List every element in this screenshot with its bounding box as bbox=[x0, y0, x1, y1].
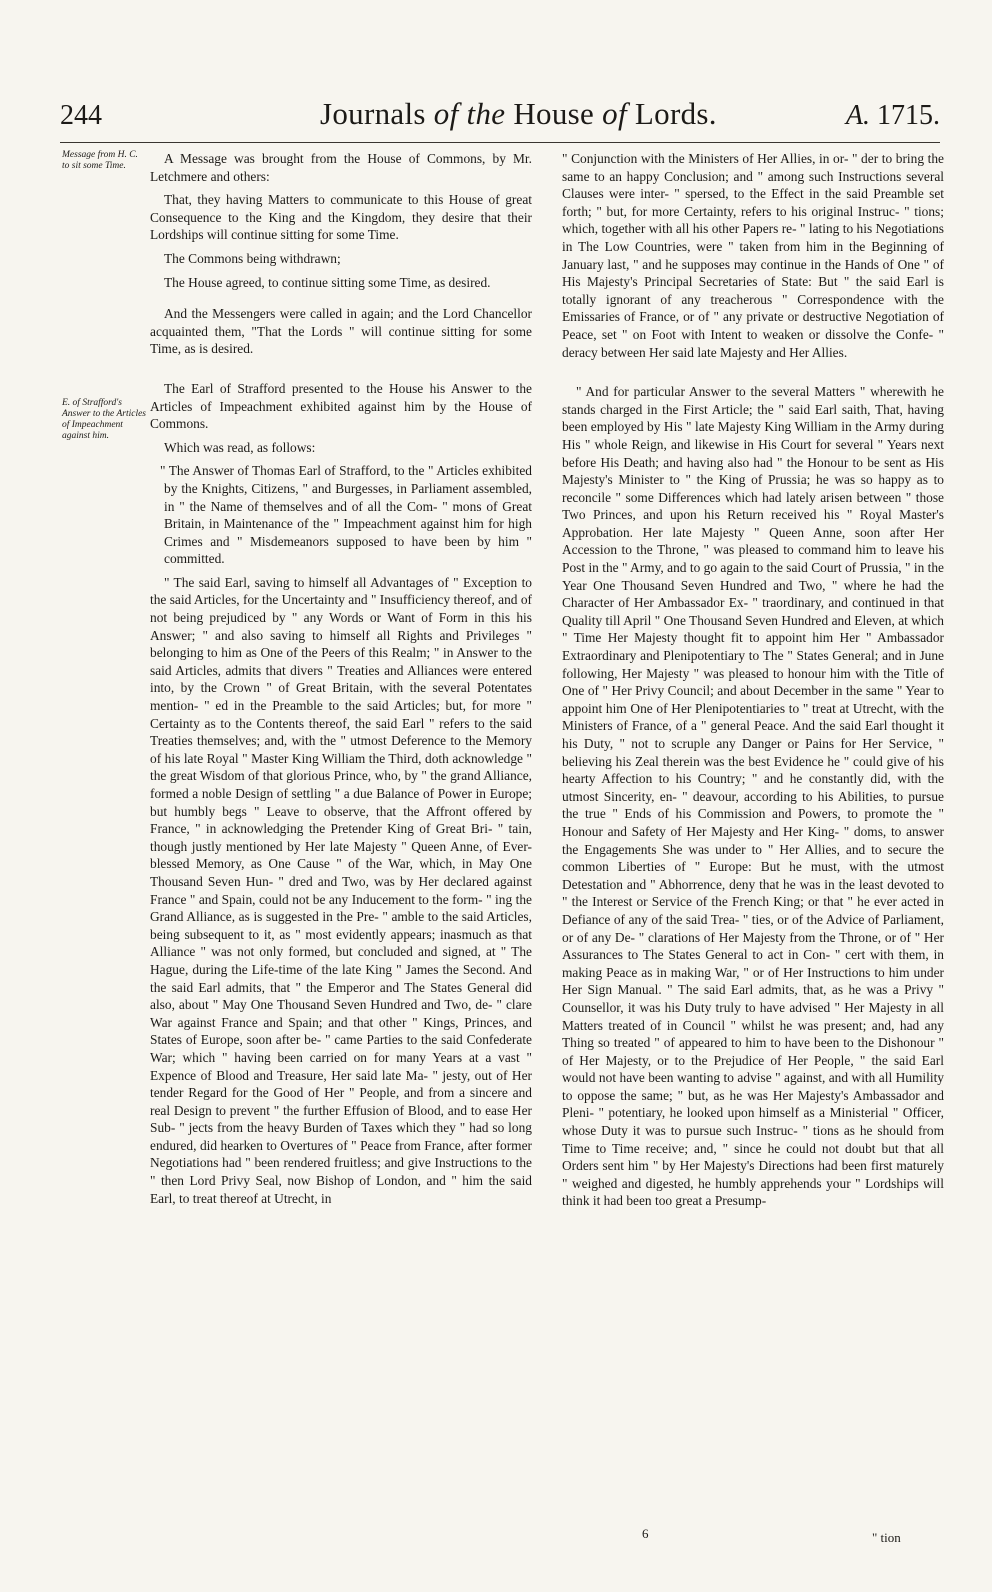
paragraph-continued: " Conjunction with the Ministers of Her Allies, in or- " der to bring the same to an happy Conclusion; and " among such Instructions several Clauses were inter- " spersed, to the Effect in the said Preamble set forth; " but, for more Certainty, refers to his original Instruc- " tions; which, together with all his other Papers re- " lating to his Negotiations in The Low Countries, were " taken from him in the Beginning of January last, " and he supposes may continue in the Hands of One " of His Majesty's Principal Secretaries of State: But " the said Earl is totally ignorant of any treacherous " Correspondence with the Emissaries of France, or of " any private or destructive Negotiation of Peace, set " on Foot with Intent to weaken or dissolve the Confe- " deracy between Her said late Majesty and Her Allies. bbox=[562, 151, 944, 360]
left-column bbox=[150, 150, 532, 1213]
header-rule bbox=[60, 142, 940, 143]
title-the: the bbox=[458, 96, 514, 131]
paragraph-answer-body: " The said Earl, saving to himself all Advantages of " Exception to the said Articles, for the Uncertainty and " Insufficiency thereof, and of not being prejudiced by " any Words or Want of Form in this his Answer; " and also saving to himself all Rights and Privileges " belonging to him as One of the Peers of this Realm; " in Answer to the said Articles, admits that divers " Treaties and Alliances were entered into, by the Crown " of Great Britain, with the several Potentates mention- " ed in the Preamble to the said Articles; but, for more " Certainty as to the Contents thereof, the said Earl " refers to the said Treaties themselves; and, with the " utmost Deference to the Memory of his late Royal " Master King William the Third, doth acknowledge " the great Wisdom of that glorious Prince, who, by " the grand Alliance, formed a noble Design of settling " a due Balance of Power in Europe; but humbly begs " Leave to observe, that the Affront offered by France, " in acknowledging the Pretender King of Great Bri- " tain, though justly mentioned by Her late Majesty " Queen Anne, of Ever-blessed Memory, as One Cause " of the War, which, in May One Thousand Seven Hun- " dred and Two, was by Her declared against France " and Spain, could not be any Inducement to the form- " ing the Grand Alliance, as is suggested in the Pre- " amble to the said Articles, being subsequent to it, as " most evidently appears; inasmuch as that Alliance " was not only formed, but concluded and signed, at " The Hague, during the Life-time of the late King " James the Second. And the said Earl admits, that " the Emperor and The States General did also, about " May One Thousand Seven Hundred and Two, de- " clare War against France and Spain; and that other " Kings, Princes, and States of Europe, soon after be- " came Parties to the said Confederate War; which " having been carried on for many Years at a vast " Expence of Blood and Treasure, Her said late Ma- " jesty, out of Her tender Regard for the Good of Her " People, and from a sincere and real Design to prevent " the further Effusion of Blood, and to ease Her Sub- " jects from the heavy Burden of Taxes which they " had so long endured, did hearken to Overtures of " Peace from France, after former Negotiations had " been rendered fruitless; and give Instructions to the " then Lord Privy Seal, now Bishop of London, and " him the said Earl, to treat thereof at Utrecht, in bbox=[150, 574, 532, 1206]
paragraph-request: That, they having Matters to communicate to this House of great Consequence to the King and the Kingdom, they desire that their Lordships will continue sitting for some Time. bbox=[150, 192, 532, 243]
page-number: 244 bbox=[60, 100, 102, 131]
title-of-2: of bbox=[602, 96, 627, 131]
right-column bbox=[562, 150, 944, 1216]
year-number: 1715. bbox=[877, 100, 940, 131]
page-header bbox=[60, 96, 940, 140]
margin-note-strafford: E. of Strafford's Answer to the Articles of Impeachment against him. bbox=[62, 398, 146, 441]
paragraph-agreed: The House agreed, to continue sitting some Time, as desired. bbox=[164, 274, 491, 290]
year-label bbox=[846, 100, 940, 132]
paragraph-message: A Message was brought from the House of Commons, by Mr. Letchmere and others: bbox=[150, 151, 532, 184]
title-journals: Journals bbox=[320, 96, 434, 131]
running-title bbox=[320, 96, 717, 132]
signature-mark: 6 bbox=[642, 1526, 649, 1541]
paragraph-first-article: " And for particular Answer to the several Matters " wherewith he stands charged in the First Article; the " said Earl saith, That, having been employed by His " late Majesty King William in the Army during His " whole Reign, and likewise in His Court for several " Years next before His Death; and having also had " the Honour to be sent as His Majesty's Minister to " the King of Prussia; he was so happy as to reconcile " some Differences which had lately arisen between " those Two Princes, and upon his Return received his " Royal Master's Approbation. Her late Majesty " Queen Anne, soon after Her Accession to the Throne, " was pleased to command him to leave his Post in the " Army, and to go again to the said Court of Prussia, " in the Year One Thousand Seven Hundred and Two, " where he had the Character of Her Ambassador Ex- " traordinary, and continued in that Quality till April " One Thousand Seven Hundred and Eleven, at which " Time Her Majesty thought fit to appoint him Her " Ambassador Extraordinary and Plenipotentiary to The " States General; and in June following, Her Majesty " was pleased to honour him with the Title of One of " Her Privy Council; and about December in the same " Year to appoint him One of Her Plenipotentiaries to " treat at Utrecht, with the Ministers of France, of a " general Peace. And the said Earl thought it his Duty, " not to scruple any Danger or Pains for Her Service, " believing his Zeal therein was the best Evidence he " could give of his hearty Affection to his Country; " and he constantly did, with the utmost Sincerity, en- " deavour, according to his Abilities, to pursue the true " Ends of his Commission and Powers, to promote the " Honour and Safety of Her Majesty and Her King- " doms, to answer the Engagements She was under to " Her Allies, and to secure the common Liberties of " Europe: But he must, with the utmost Detestation and " Abhorrence, deny that he was in the least devoted to " the Interest or Service of the French King; or that " he ever acted in Defiance of any of the said Trea- " ties, or of the Advice of Parliament, or of any De- " clarations of Her Majesty from the Throne, or of " Her Assurances to The States General to act in Con- " cert with them, in making Peace as in making War, " or of Her Instructions to him under Her Sign Manual. " The said Earl admits, that, as he was a Privy " Counsellor, it was his Duty truly to have advised " Her Majesty in all Matters treated of in Council " whilst he was present; and, had any Thing so treated " of appeared to him to have been to the Dishonour " of Her Majesty, or to the Prejudice of Her People, " the said Earl would not have been wanting to advise " against, and with all Humility to oppose the same; " but, as he was Her Majesty's Ambassador and Pleni- " potentiary, he looked upon himself as a Ministerial " Officer, whose Duty it was to pursue such Instruc- " tions as he should from Time to Time receive; and, " since he could not doubt but that all Orders sent him " by Her Majesty's Directions had been first maturely " weighed and digested, he humbly apprehends your " Lordships will think it had been too great a Presump- bbox=[562, 384, 944, 1209]
year-letter: A. bbox=[845, 100, 877, 131]
margin-note-message: Message from H. C. to sit some Time. bbox=[62, 150, 138, 171]
catchword: " tion bbox=[872, 1530, 901, 1545]
title-lords: Lords. bbox=[626, 96, 717, 131]
paragraph-messengers: And the Messengers were called in again; and the Lord Chancellor acquainted them, "That the Lords " will continue sitting for some Time, as is desired. bbox=[150, 306, 532, 357]
paragraph-strafford-answer: The Earl of Strafford presented to the House his Answer to the Articles of Impeachment exhibited against him by the House of Commons. bbox=[150, 380, 532, 432]
paragraph-withdrawn: The Commons being withdrawn; bbox=[164, 250, 341, 266]
title-house: House bbox=[513, 96, 603, 131]
answer-heading: " The Answer of Thomas Earl of Strafford, to the " Articles exhibited by the Knights, Citizens, " and Burgesses, in Parliament assembled, in " the Name of themselves and of all the Com- " mons of Great Britain, in Maintenance of the " Impeachment against him for high Crimes and " Misdemeanors supposed to have been by him " committed. bbox=[160, 463, 532, 567]
title-of: of bbox=[433, 96, 459, 131]
paragraph-read: Which was read, as follows: bbox=[164, 439, 316, 455]
